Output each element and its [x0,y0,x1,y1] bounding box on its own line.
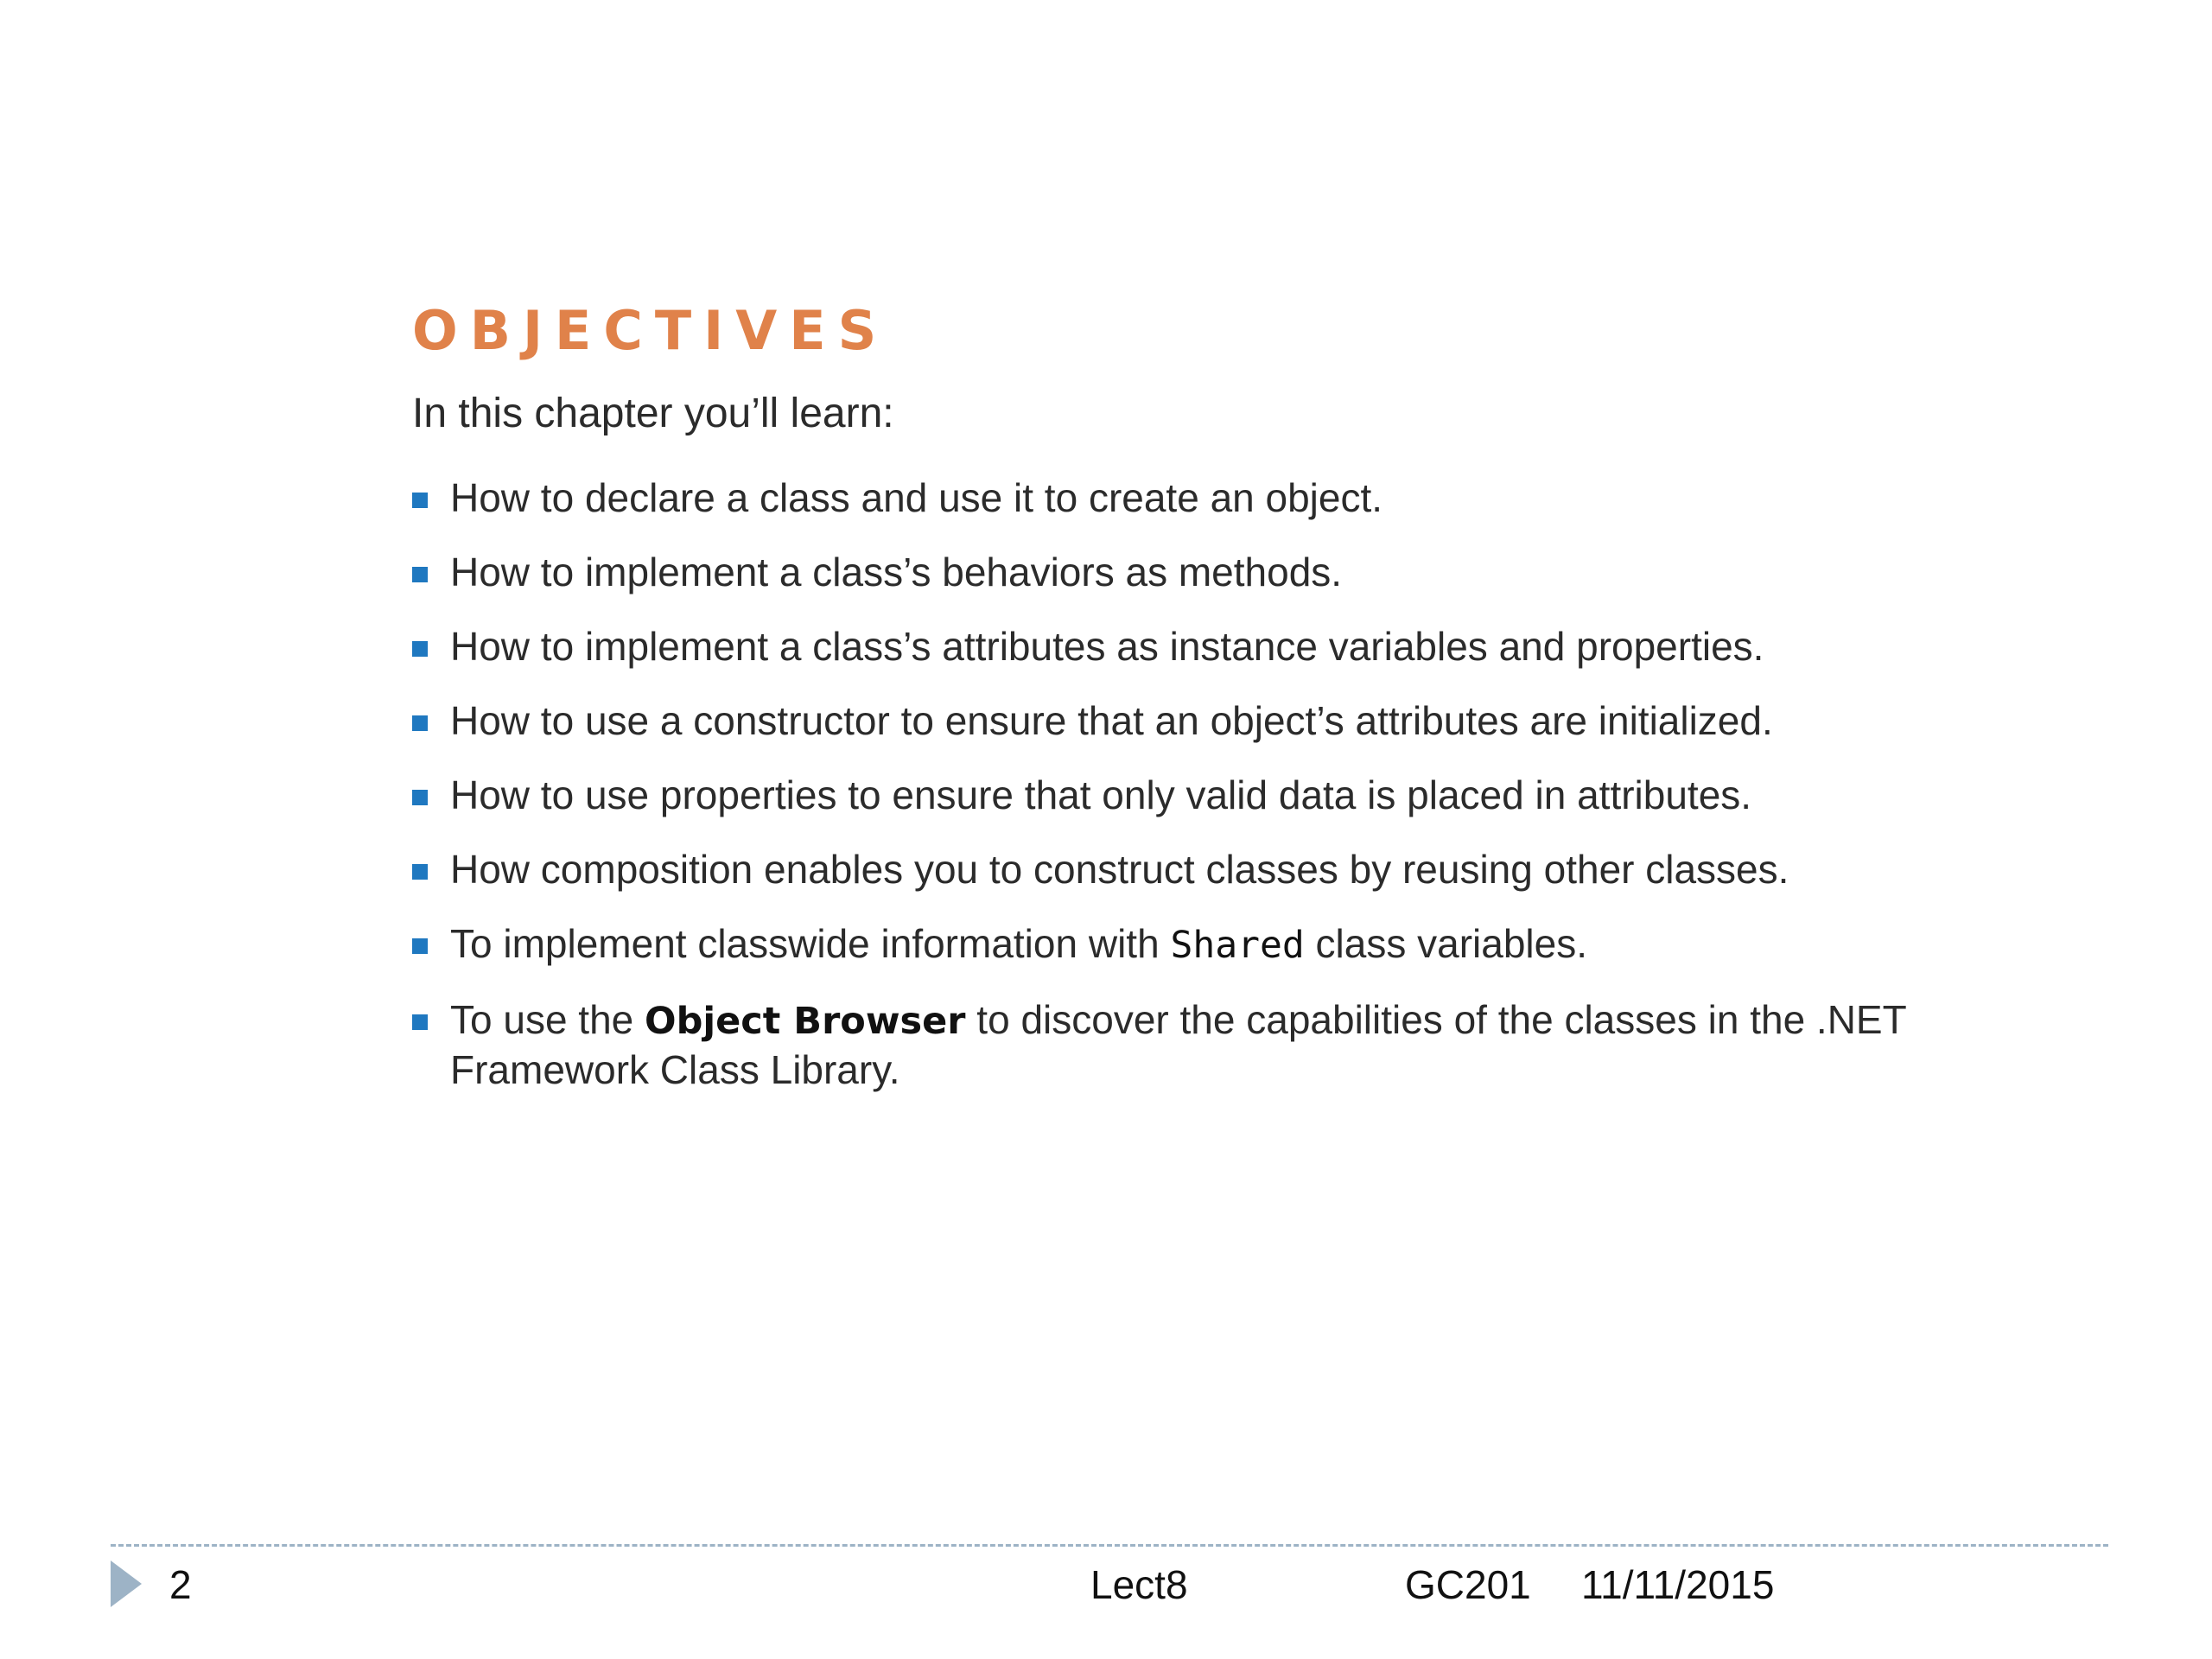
objective-item [412,548,2019,596]
objective-text: How to use a constructor to ensure that an object’s attributes are initialized. [450,698,1773,743]
objective-item [412,845,2019,893]
square-bullet-icon [412,1014,428,1030]
slide-intro: In this chapter you’ll learn: [412,391,894,436]
footer-lecture: Lect8 [1090,1562,1188,1607]
triangle-right-icon [111,1560,142,1607]
slide-title: OBJECTIVES [412,299,889,362]
footer-date: 11/11/2015 [1581,1562,1775,1607]
objective-text: How to use properties to ensure that only valid data is placed in attributes. [450,772,1752,817]
objective-code-keyword: Shared [1170,924,1305,967]
objective-item [412,696,2019,745]
objective-ui-term: Object Browser [645,1000,966,1043]
footer-divider [111,1544,2108,1547]
objective-text: How composition enables you to construct classes by reusing other classes. [450,847,1789,892]
objective-item [412,771,2019,819]
objective-text-before: To use the [450,997,645,1042]
objective-text: How to declare a class and use it to create an object. [450,475,1383,520]
square-bullet-icon [412,715,428,731]
objective-text: How to implement a class’s attributes as instance variables and properties. [450,624,1764,669]
objective-text-after: to discover the capabilities of the classes in the .NET Framework Class Library. [450,997,1906,1092]
objective-item [412,474,2019,522]
objective-text-after: class variables. [1304,921,1588,966]
objectives-list [412,474,2019,1120]
square-bullet-icon [412,864,428,880]
footer-course: GC201 [1405,1562,1531,1607]
square-bullet-icon [412,641,428,657]
objective-item [412,622,2019,671]
square-bullet-icon [412,567,428,582]
objective-text: How to implement a class’s behaviors as methods. [450,550,1343,594]
square-bullet-icon [412,790,428,805]
square-bullet-icon [412,493,428,508]
objective-item [412,919,2019,969]
objective-item [412,995,2019,1094]
page-number: 2 [169,1562,192,1607]
objective-text-before: To implement classwide information with [450,921,1171,966]
square-bullet-icon [412,938,428,954]
